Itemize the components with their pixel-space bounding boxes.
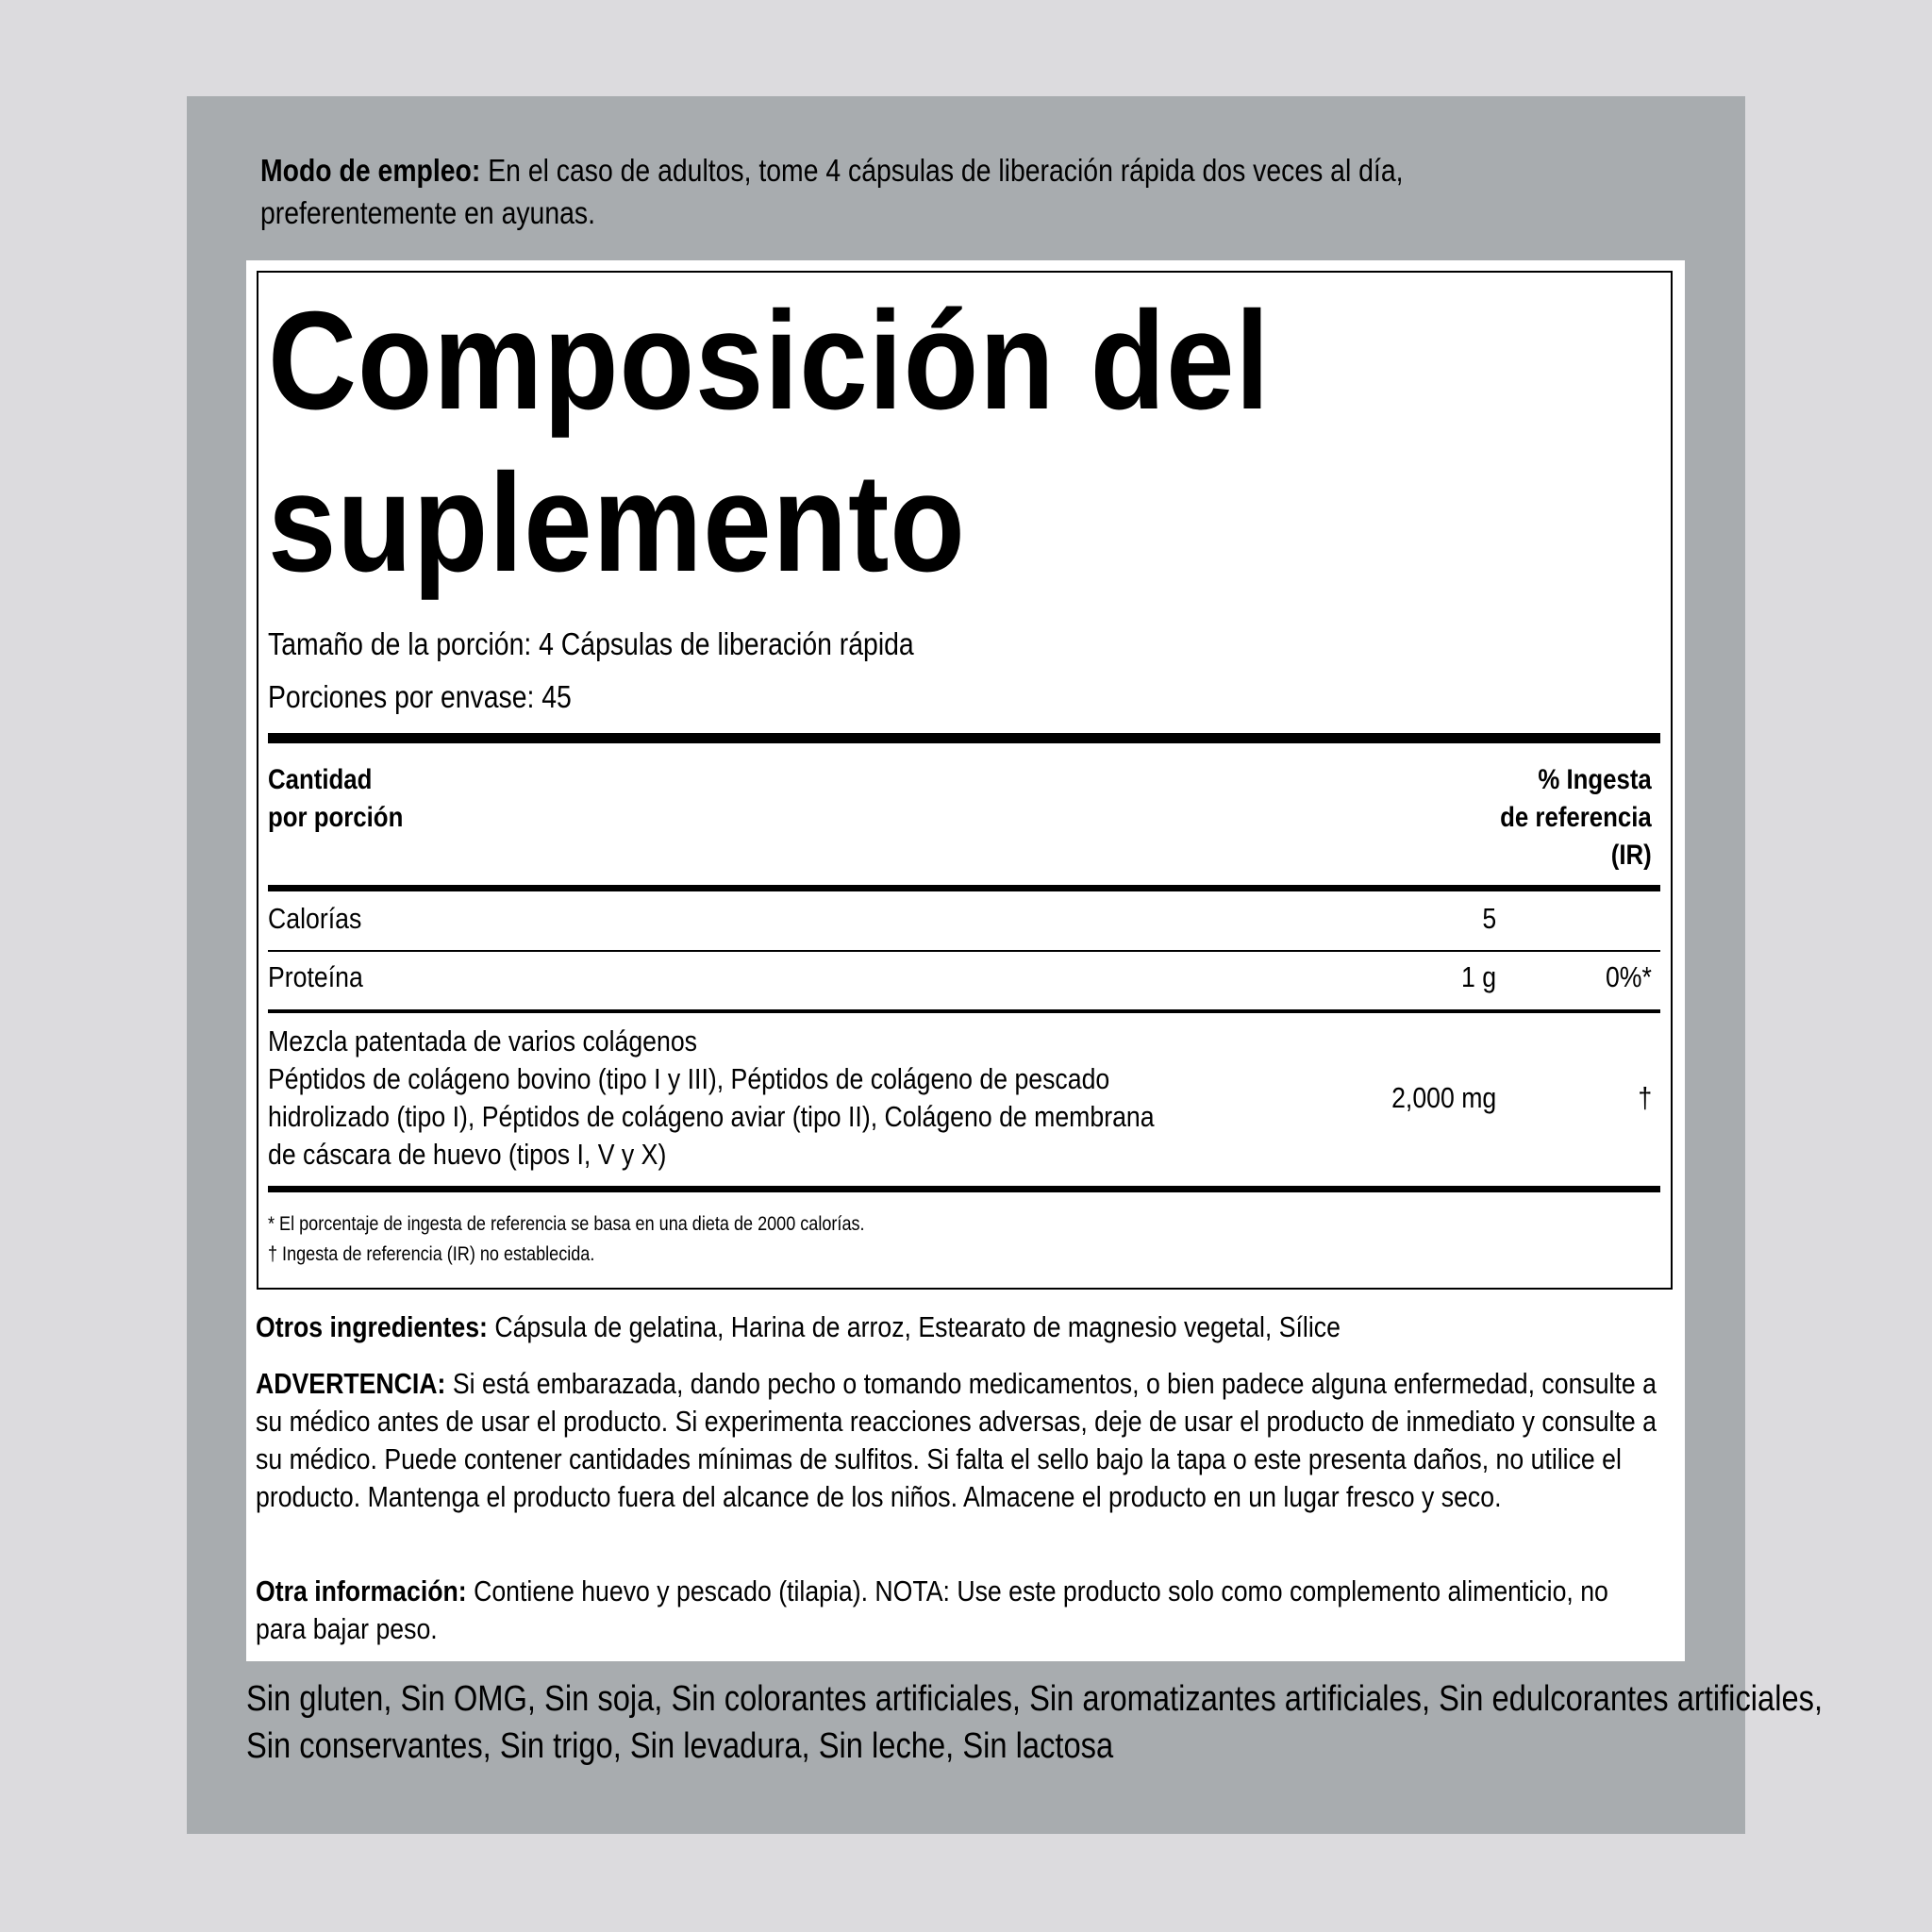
other-information <box>256 1573 1659 1648</box>
footnote-daily-value: * El porcentaje de ingesta de referencia se basa en una dieta de 2000 calorías. <box>268 1213 865 1235</box>
row-divider-1 <box>268 950 1660 952</box>
other-information-label: Otra información: <box>256 1574 467 1607</box>
header-amount-line1: Cantidad <box>268 764 373 795</box>
warning-label: ADVERTENCIA: <box>256 1367 446 1400</box>
directions-body: En el caso de adultos, tome 4 cápsulas de liberación rápida dos veces al día, preferentemente en ayunas. <box>260 153 1404 230</box>
collagen-name-line3: hidrolizado (tipo I), Péptidos de colágeno aviar (tipo II), Colágeno de membrana <box>268 1100 1155 1133</box>
header-amount <box>268 761 403 837</box>
collagen-name-line2: Péptidos de colágeno bovino (tipo I y III), Péptidos de colágeno de pescado <box>268 1062 1110 1095</box>
facts-title <box>268 280 1270 605</box>
row-collagen-amount: 2,000 mg <box>1391 1081 1496 1114</box>
facts-title-line1: Composición del <box>268 283 1271 439</box>
header-ir-line1: % Ingesta <box>1538 764 1652 795</box>
row-calories-amount: 5 <box>1482 902 1496 935</box>
other-ingredients-text: Cápsula de gelatina, Harina de arroz, Estearato de magnesio vegetal, Sílice <box>487 1310 1341 1343</box>
row-collagen-ir: † <box>1638 1081 1652 1114</box>
row-collagen-name <box>268 1023 1155 1174</box>
thick-rule-bottom <box>268 1186 1660 1192</box>
directions-text <box>260 149 1599 234</box>
footnote-not-established: † Ingesta de referencia (IR) no establecida. <box>268 1243 595 1265</box>
collagen-name-line4: de cáscara de huevo (tipos I, V y X) <box>268 1138 667 1171</box>
row-protein-amount: 1 g <box>1460 960 1496 993</box>
row-protein-ir: 0%* <box>1606 960 1652 993</box>
collagen-name-line1: Mezcla patentada de varios colágenos <box>268 1024 697 1058</box>
warning-text: Si está embarazada, dando pecho o tomando medicamentos, o bien padece alguna enfermedad, consulte a su médico antes de usar el producto. Si experimenta reacciones adversas, deje de usar el producto de inmediato y consulte a su médico. Puede contener cantidades mínimas de sulfitos. Si falta el sello bajo la tapa o este presenta daños, no utilice el producto. Mantenga el producto fuera del alcance de los niños. Almacene el producto en un lugar fresco y seco. <box>256 1367 1657 1513</box>
serving-size: Tamaño de la porción: 4 Cápsulas de liberación rápida <box>268 626 914 661</box>
header-ir <box>1500 761 1652 874</box>
header-ir-line2: de referencia <box>1500 802 1652 833</box>
facts-title-line2: suplemento <box>268 445 966 601</box>
free-from-statement: Sin gluten, Sin OMG, Sin soja, Sin colorantes artificiales, Sin aromatizantes artificiales, Sin edulcorantes artificiales, Sin conservantes, Sin trigo, Sin levadura, Sin leche, Sin lactosa <box>246 1679 1824 1766</box>
row-protein-name: Proteína <box>268 960 363 993</box>
row-divider-2 <box>268 1009 1660 1013</box>
other-ingredients <box>256 1308 1659 1346</box>
thick-rule-top <box>268 733 1660 743</box>
header-ir-line3: (IR) <box>1611 840 1652 871</box>
header-amount-line2: por porción <box>268 802 404 833</box>
row-calories-name: Calorías <box>268 902 362 935</box>
warning <box>256 1365 1659 1516</box>
supplement-facts-box <box>257 271 1673 1290</box>
other-information-text: Contiene huevo y pescado (tilapia). NOTA: Use este producto solo como complemento alimenticio, no para bajar peso. <box>256 1574 1608 1645</box>
rule-under-header <box>268 885 1660 891</box>
servings-per-container: Porciones por envase: 45 <box>268 679 572 714</box>
other-ingredients-label: Otros ingredientes: <box>256 1310 488 1343</box>
directions-label: Modo de empleo: <box>260 153 481 188</box>
